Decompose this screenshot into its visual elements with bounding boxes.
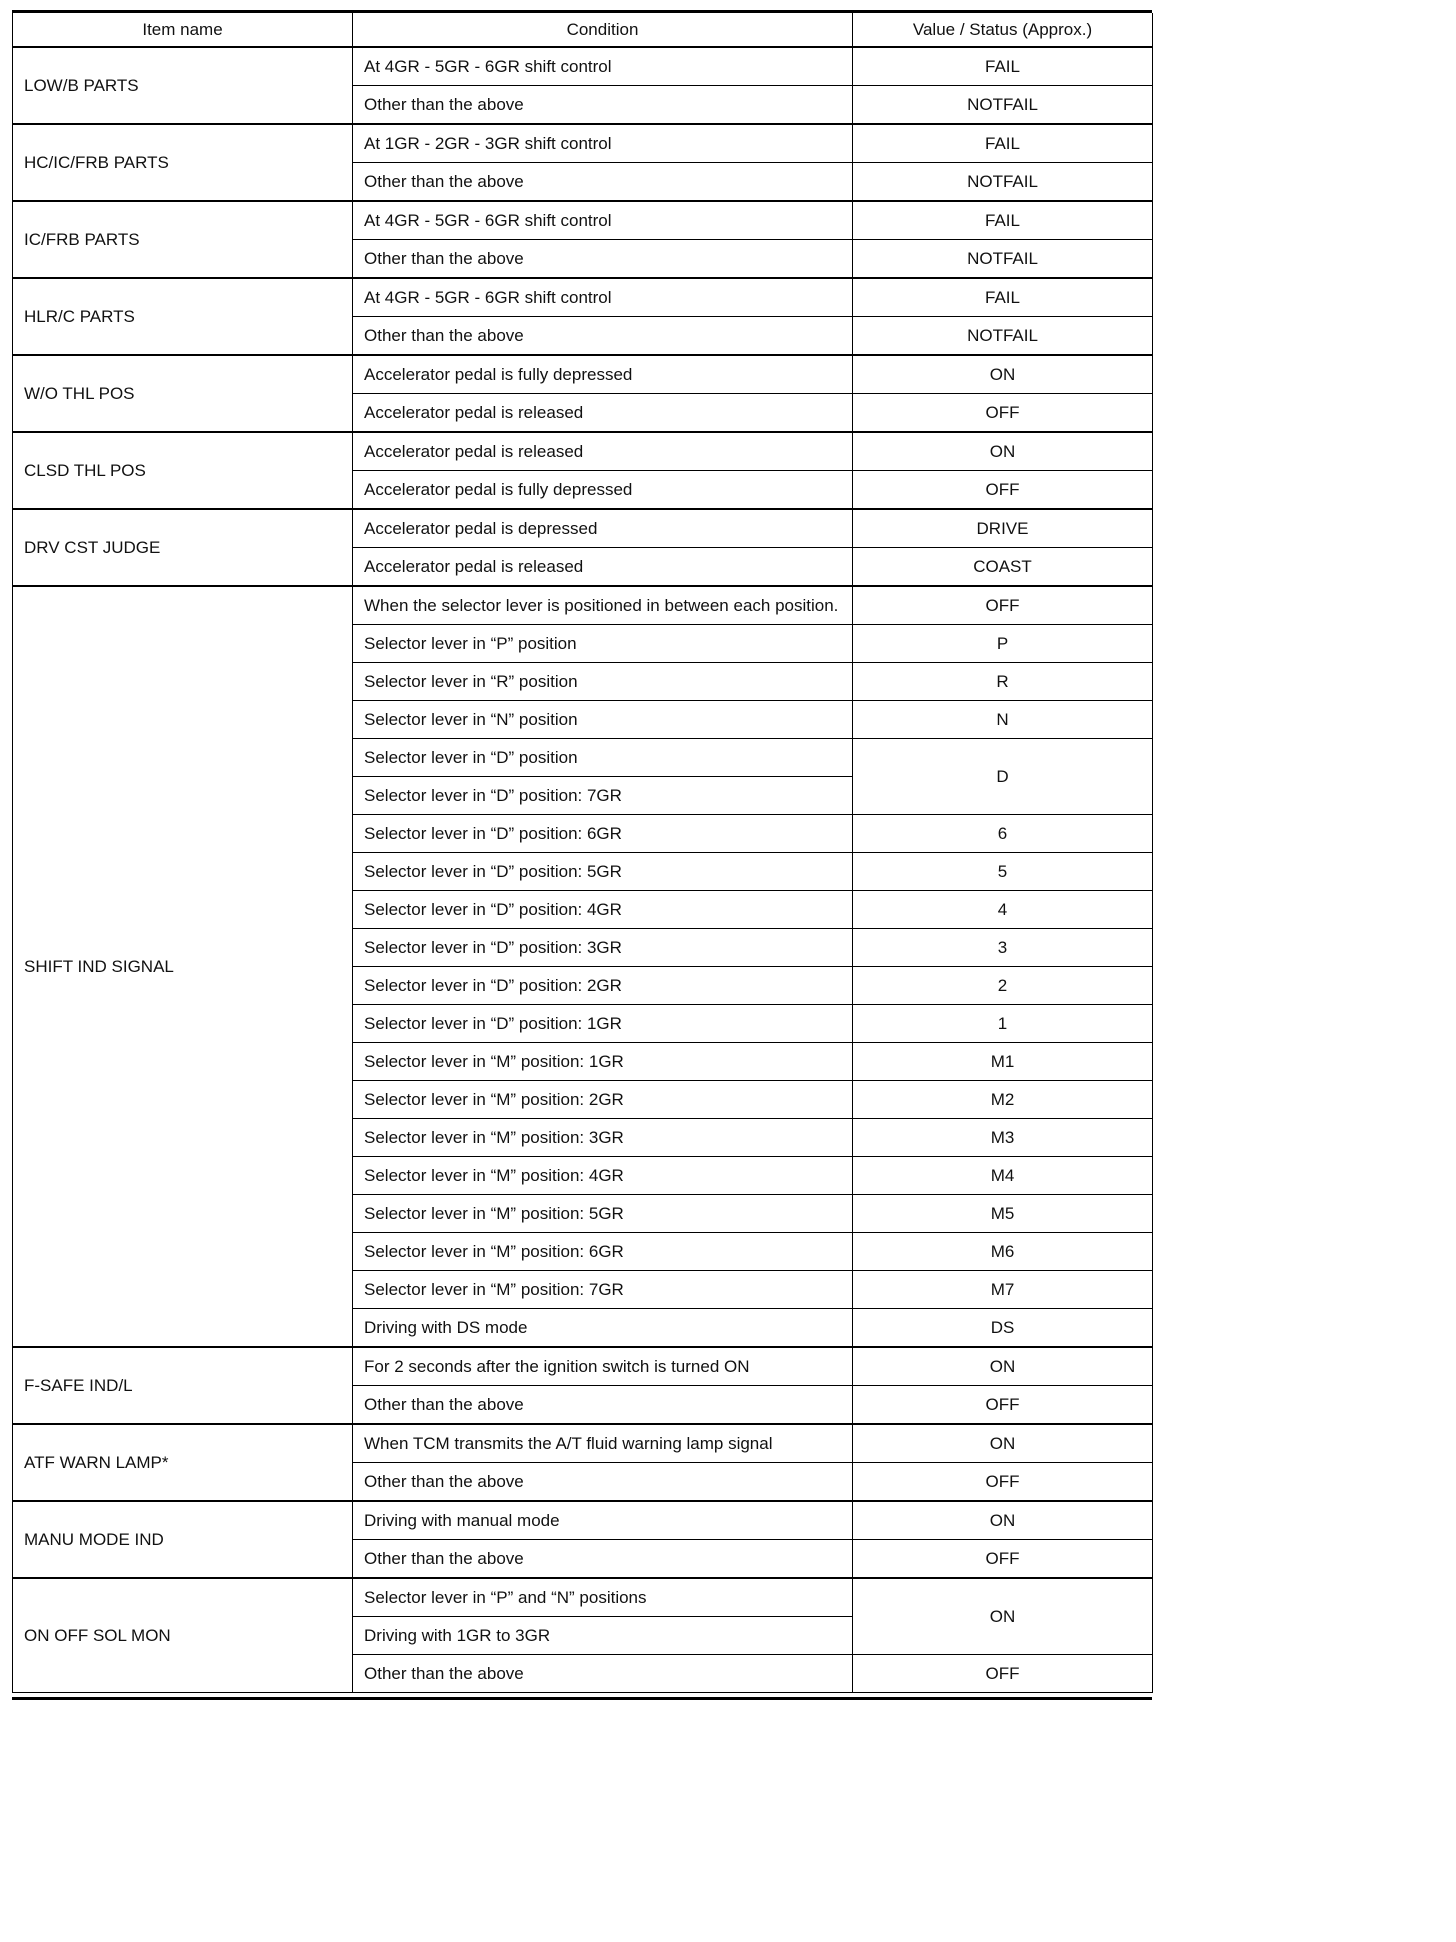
value-cell: M5 bbox=[853, 1195, 1153, 1233]
col-header-item-name: Item name bbox=[13, 13, 353, 47]
condition-cell: Accelerator pedal is fully depressed bbox=[353, 471, 853, 510]
condition-cell: Accelerator pedal is released bbox=[353, 394, 853, 433]
col-header-condition: Condition bbox=[353, 13, 853, 47]
data-table bbox=[12, 13, 1153, 1693]
condition-cell: When TCM transmits the A/T fluid warning lamp signal bbox=[353, 1424, 853, 1463]
condition-cell: Other than the above bbox=[353, 1463, 853, 1502]
value-cell: FAIL bbox=[853, 278, 1153, 317]
condition-cell: Other than the above bbox=[353, 86, 853, 125]
table-row bbox=[13, 124, 1153, 163]
value-cell: OFF bbox=[853, 1463, 1153, 1502]
condition-cell: Selector lever in “P” and “N” positions bbox=[353, 1578, 853, 1617]
condition-cell: Selector lever in “M” position: 1GR bbox=[353, 1043, 853, 1081]
value-cell: ON bbox=[853, 432, 1153, 471]
value-cell: COAST bbox=[853, 548, 1153, 587]
value-cell: ON bbox=[853, 1347, 1153, 1386]
table-row bbox=[13, 1347, 1153, 1386]
condition-cell: For 2 seconds after the ignition switch is turned ON bbox=[353, 1347, 853, 1386]
condition-cell: When the selector lever is positioned in between each position. bbox=[353, 586, 853, 625]
data-monitor-table-wrap bbox=[12, 10, 1152, 1700]
value-cell: OFF bbox=[853, 1540, 1153, 1579]
value-cell: 1 bbox=[853, 1005, 1153, 1043]
item-name-cell: ATF WARN LAMP* bbox=[13, 1424, 353, 1501]
table-row bbox=[13, 1424, 1153, 1463]
item-name-cell: ON OFF SOL MON bbox=[13, 1578, 353, 1693]
condition-cell: At 1GR - 2GR - 3GR shift control bbox=[353, 124, 853, 163]
condition-cell: Other than the above bbox=[353, 163, 853, 202]
item-name-cell: MANU MODE IND bbox=[13, 1501, 353, 1578]
condition-cell: Selector lever in “N” position bbox=[353, 701, 853, 739]
value-cell: D bbox=[853, 739, 1153, 815]
value-cell: 3 bbox=[853, 929, 1153, 967]
item-name-cell: IC/FRB PARTS bbox=[13, 201, 353, 278]
value-cell: M7 bbox=[853, 1271, 1153, 1309]
condition-cell: Other than the above bbox=[353, 1655, 853, 1693]
value-cell: FAIL bbox=[853, 124, 1153, 163]
item-name-cell: F-SAFE IND/L bbox=[13, 1347, 353, 1424]
value-cell: N bbox=[853, 701, 1153, 739]
value-cell: 6 bbox=[853, 815, 1153, 853]
value-cell: NOTFAIL bbox=[853, 317, 1153, 356]
value-cell: M1 bbox=[853, 1043, 1153, 1081]
item-name-cell: HLR/C PARTS bbox=[13, 278, 353, 355]
condition-cell: Driving with manual mode bbox=[353, 1501, 853, 1540]
value-cell: 2 bbox=[853, 967, 1153, 1005]
condition-cell: Accelerator pedal is fully depressed bbox=[353, 355, 853, 394]
value-cell: M3 bbox=[853, 1119, 1153, 1157]
condition-cell: Accelerator pedal is released bbox=[353, 432, 853, 471]
value-cell: NOTFAIL bbox=[853, 163, 1153, 202]
condition-cell: Selector lever in “D” position bbox=[353, 739, 853, 777]
table-row bbox=[13, 586, 1153, 625]
condition-cell: Selector lever in “D” position: 4GR bbox=[353, 891, 853, 929]
condition-cell: Selector lever in “D” position: 3GR bbox=[353, 929, 853, 967]
condition-cell: Other than the above bbox=[353, 317, 853, 356]
condition-cell: Selector lever in “M” position: 3GR bbox=[353, 1119, 853, 1157]
value-cell: NOTFAIL bbox=[853, 86, 1153, 125]
value-cell: DS bbox=[853, 1309, 1153, 1348]
item-name-cell: LOW/B PARTS bbox=[13, 47, 353, 124]
condition-cell: Selector lever in “M” position: 4GR bbox=[353, 1157, 853, 1195]
condition-cell: Selector lever in “D” position: 5GR bbox=[353, 853, 853, 891]
value-cell: NOTFAIL bbox=[853, 240, 1153, 279]
condition-cell: Selector lever in “M” position: 2GR bbox=[353, 1081, 853, 1119]
condition-cell: Accelerator pedal is released bbox=[353, 548, 853, 587]
value-cell: DRIVE bbox=[853, 509, 1153, 548]
value-cell: ON bbox=[853, 1424, 1153, 1463]
condition-cell: Selector lever in “M” position: 6GR bbox=[353, 1233, 853, 1271]
condition-cell: Selector lever in “R” position bbox=[353, 663, 853, 701]
value-cell: R bbox=[853, 663, 1153, 701]
table-row bbox=[13, 47, 1153, 86]
condition-cell: Selector lever in “M” position: 5GR bbox=[353, 1195, 853, 1233]
item-name-cell: SHIFT IND SIGNAL bbox=[13, 586, 353, 1347]
condition-cell: At 4GR - 5GR - 6GR shift control bbox=[353, 278, 853, 317]
condition-cell: Other than the above bbox=[353, 240, 853, 279]
table-row bbox=[13, 1501, 1153, 1540]
value-cell: OFF bbox=[853, 394, 1153, 433]
condition-cell: Driving with DS mode bbox=[353, 1309, 853, 1348]
table-row bbox=[13, 278, 1153, 317]
table-row bbox=[13, 509, 1153, 548]
condition-cell: Selector lever in “D” position: 6GR bbox=[353, 815, 853, 853]
value-cell: OFF bbox=[853, 1386, 1153, 1425]
item-name-cell: W/O THL POS bbox=[13, 355, 353, 432]
table-row bbox=[13, 432, 1153, 471]
condition-cell: Other than the above bbox=[353, 1386, 853, 1425]
condition-cell: At 4GR - 5GR - 6GR shift control bbox=[353, 47, 853, 86]
table-row bbox=[13, 355, 1153, 394]
value-cell: ON bbox=[853, 1578, 1153, 1655]
item-name-cell: HC/IC/FRB PARTS bbox=[13, 124, 353, 201]
header-row bbox=[13, 13, 1153, 47]
value-cell: ON bbox=[853, 1501, 1153, 1540]
condition-cell: Selector lever in “D” position: 7GR bbox=[353, 777, 853, 815]
condition-cell: Selector lever in “M” position: 7GR bbox=[353, 1271, 853, 1309]
value-cell: M4 bbox=[853, 1157, 1153, 1195]
item-name-cell: DRV CST JUDGE bbox=[13, 509, 353, 586]
value-cell: ON bbox=[853, 355, 1153, 394]
value-cell: OFF bbox=[853, 471, 1153, 510]
value-cell: 4 bbox=[853, 891, 1153, 929]
value-cell: FAIL bbox=[853, 201, 1153, 240]
value-cell: M6 bbox=[853, 1233, 1153, 1271]
value-cell: OFF bbox=[853, 1655, 1153, 1693]
value-cell: FAIL bbox=[853, 47, 1153, 86]
condition-cell: Selector lever in “D” position: 1GR bbox=[353, 1005, 853, 1043]
value-cell: 5 bbox=[853, 853, 1153, 891]
condition-cell: Driving with 1GR to 3GR bbox=[353, 1617, 853, 1655]
col-header-value-status: Value / Status (Approx.) bbox=[853, 13, 1153, 47]
condition-cell: At 4GR - 5GR - 6GR shift control bbox=[353, 201, 853, 240]
value-cell: OFF bbox=[853, 586, 1153, 625]
table-row bbox=[13, 201, 1153, 240]
condition-cell: Accelerator pedal is depressed bbox=[353, 509, 853, 548]
table-row bbox=[13, 1578, 1153, 1617]
value-cell: M2 bbox=[853, 1081, 1153, 1119]
value-cell: P bbox=[853, 625, 1153, 663]
condition-cell: Selector lever in “P” position bbox=[353, 625, 853, 663]
condition-cell: Other than the above bbox=[353, 1540, 853, 1579]
condition-cell: Selector lever in “D” position: 2GR bbox=[353, 967, 853, 1005]
item-name-cell: CLSD THL POS bbox=[13, 432, 353, 509]
